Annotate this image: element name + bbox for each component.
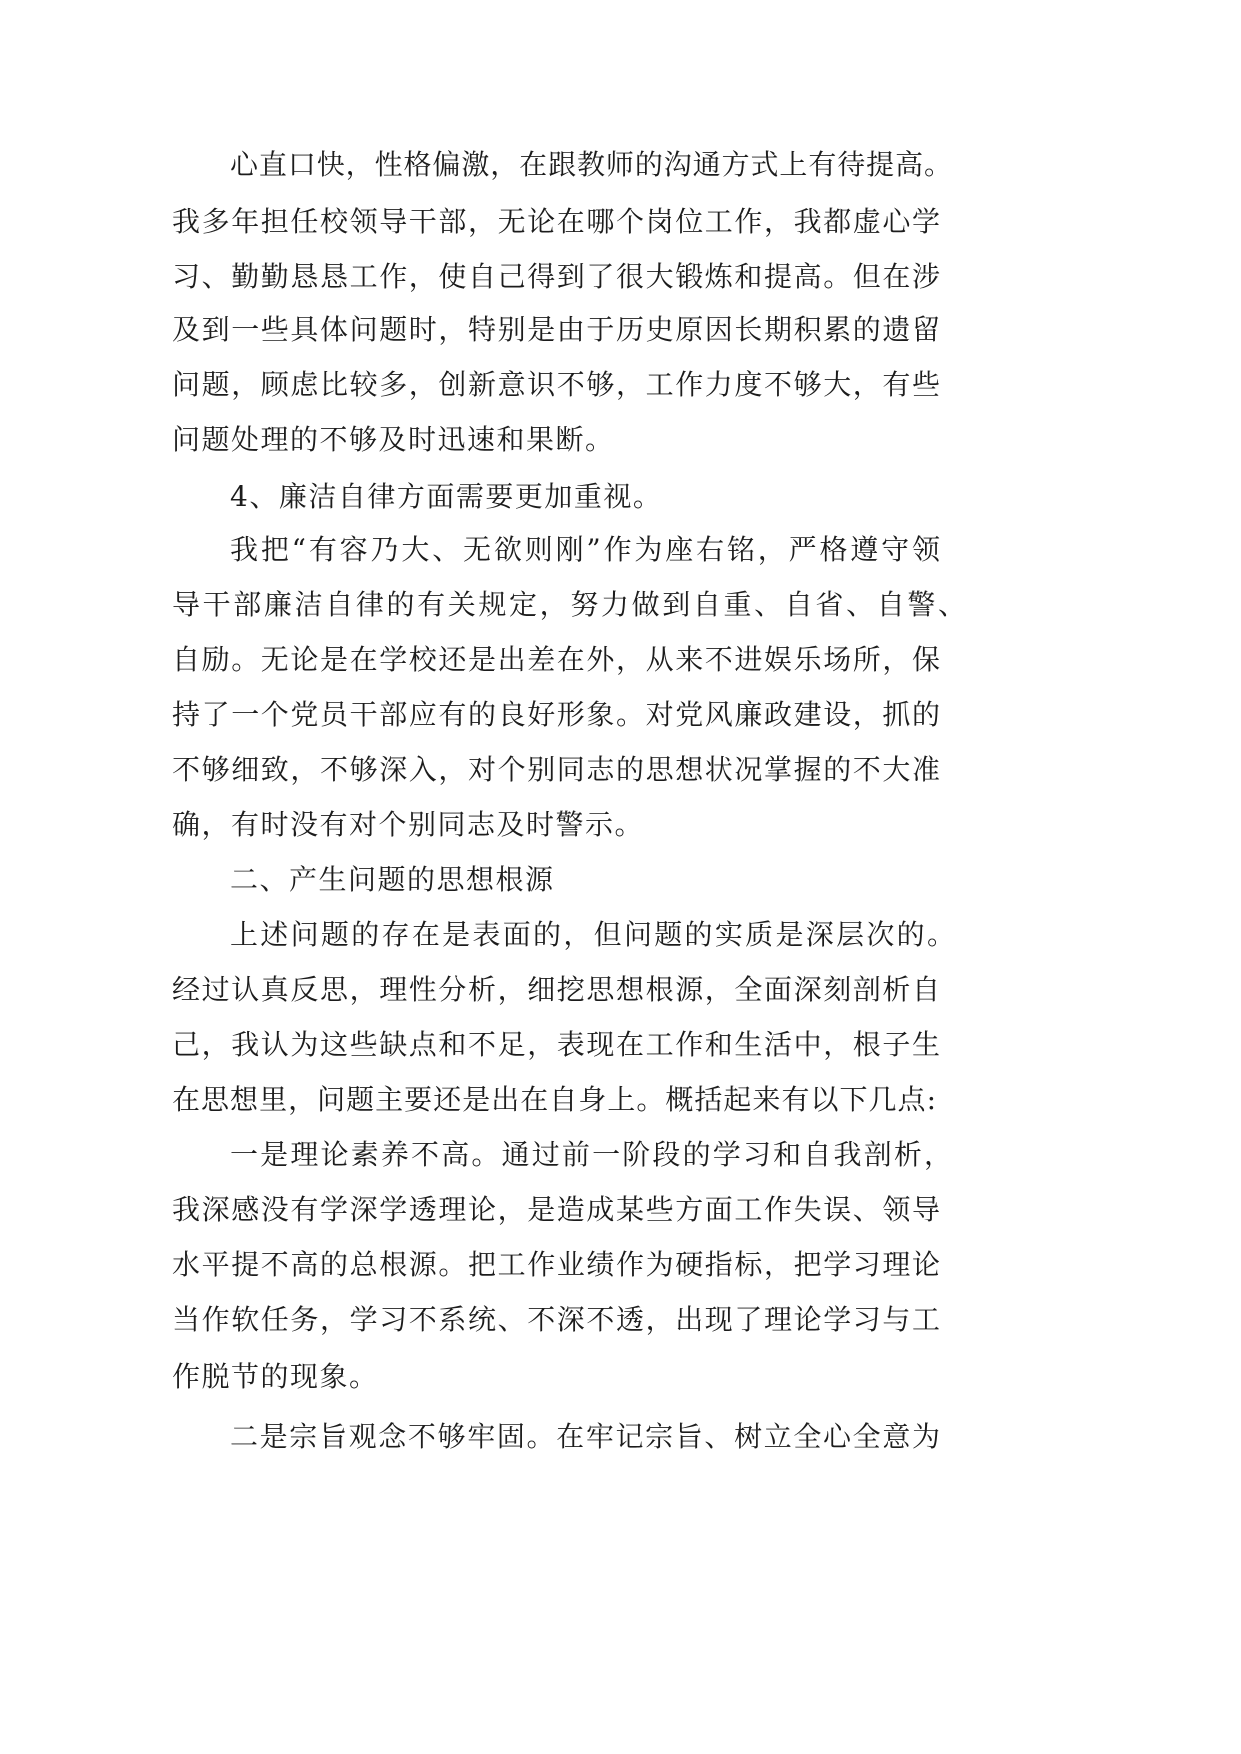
- text-line: 我把“有容乃大、无欲则刚”作为座右铭，严格遵守领: [230, 533, 940, 566]
- text-line: 4、廉洁自律方面需要更加重视。: [230, 480, 663, 513]
- text-line: 经过认真反思，理性分析，细挖思想根源，全面深刻剖析自: [172, 973, 940, 1006]
- text-line: 我深感没有学深学透理论，是造成某些方面工作失误、领导: [172, 1193, 940, 1226]
- text-line: 习、勤勤恳恳工作，使自己得到了很大锻炼和提高。但在涉: [172, 260, 940, 293]
- text-line: 己，我认为这些缺点和不足，表现在工作和生活中，根子生: [172, 1028, 940, 1061]
- text-line: 水平提不高的总根源。把工作业绩作为硬指标，把学习理论: [172, 1248, 940, 1281]
- text-line: 导干部廉洁自律的有关规定，努力做到自重、自省、自警、: [172, 588, 966, 621]
- text-line: 二、产生问题的思想根源: [230, 863, 555, 896]
- text-line: 问题，顾虑比较多，创新意识不够，工作力度不够大，有些: [172, 368, 940, 401]
- text-line: 我多年担任校领导干部，无论在哪个岗位工作，我都虚心学: [172, 205, 940, 238]
- text-line: 不够细致，不够深入，对个别同志的思想状况掌握的不大准: [172, 753, 940, 786]
- text-line: 在思想里，问题主要还是出在自身上。概括起来有以下几点:: [172, 1083, 936, 1116]
- text-line: 上述问题的存在是表面的，但问题的实质是深层次的。: [230, 918, 955, 951]
- text-line: 二是宗旨观念不够牢固。在牢记宗旨、树立全心全意为: [230, 1420, 940, 1453]
- text-line: 作脱节的现象。: [172, 1360, 379, 1393]
- text-line: 自励。无论是在学校还是出差在外，从来不进娱乐场所，保: [172, 643, 940, 676]
- text-line: 当作软任务，学习不系统、不深不透，出现了理论学习与工: [172, 1303, 940, 1336]
- text-line: 一是理论素养不高。通过前一阶段的学习和自我剖析，: [230, 1138, 952, 1171]
- text-line: 心直口快，性格偏激，在跟教师的沟通方式上有待提高。: [230, 148, 952, 181]
- text-line: 及到一些具体问题时，特别是由于历史原因长期积累的遗留: [172, 313, 940, 346]
- text-line: 确，有时没有对个别同志及时警示。: [172, 808, 645, 841]
- text-line: 问题处理的不够及时迅速和果断。: [172, 423, 615, 456]
- text-line: 持了一个党员干部应有的良好形象。对党风廉政建设，抓的: [172, 698, 940, 731]
